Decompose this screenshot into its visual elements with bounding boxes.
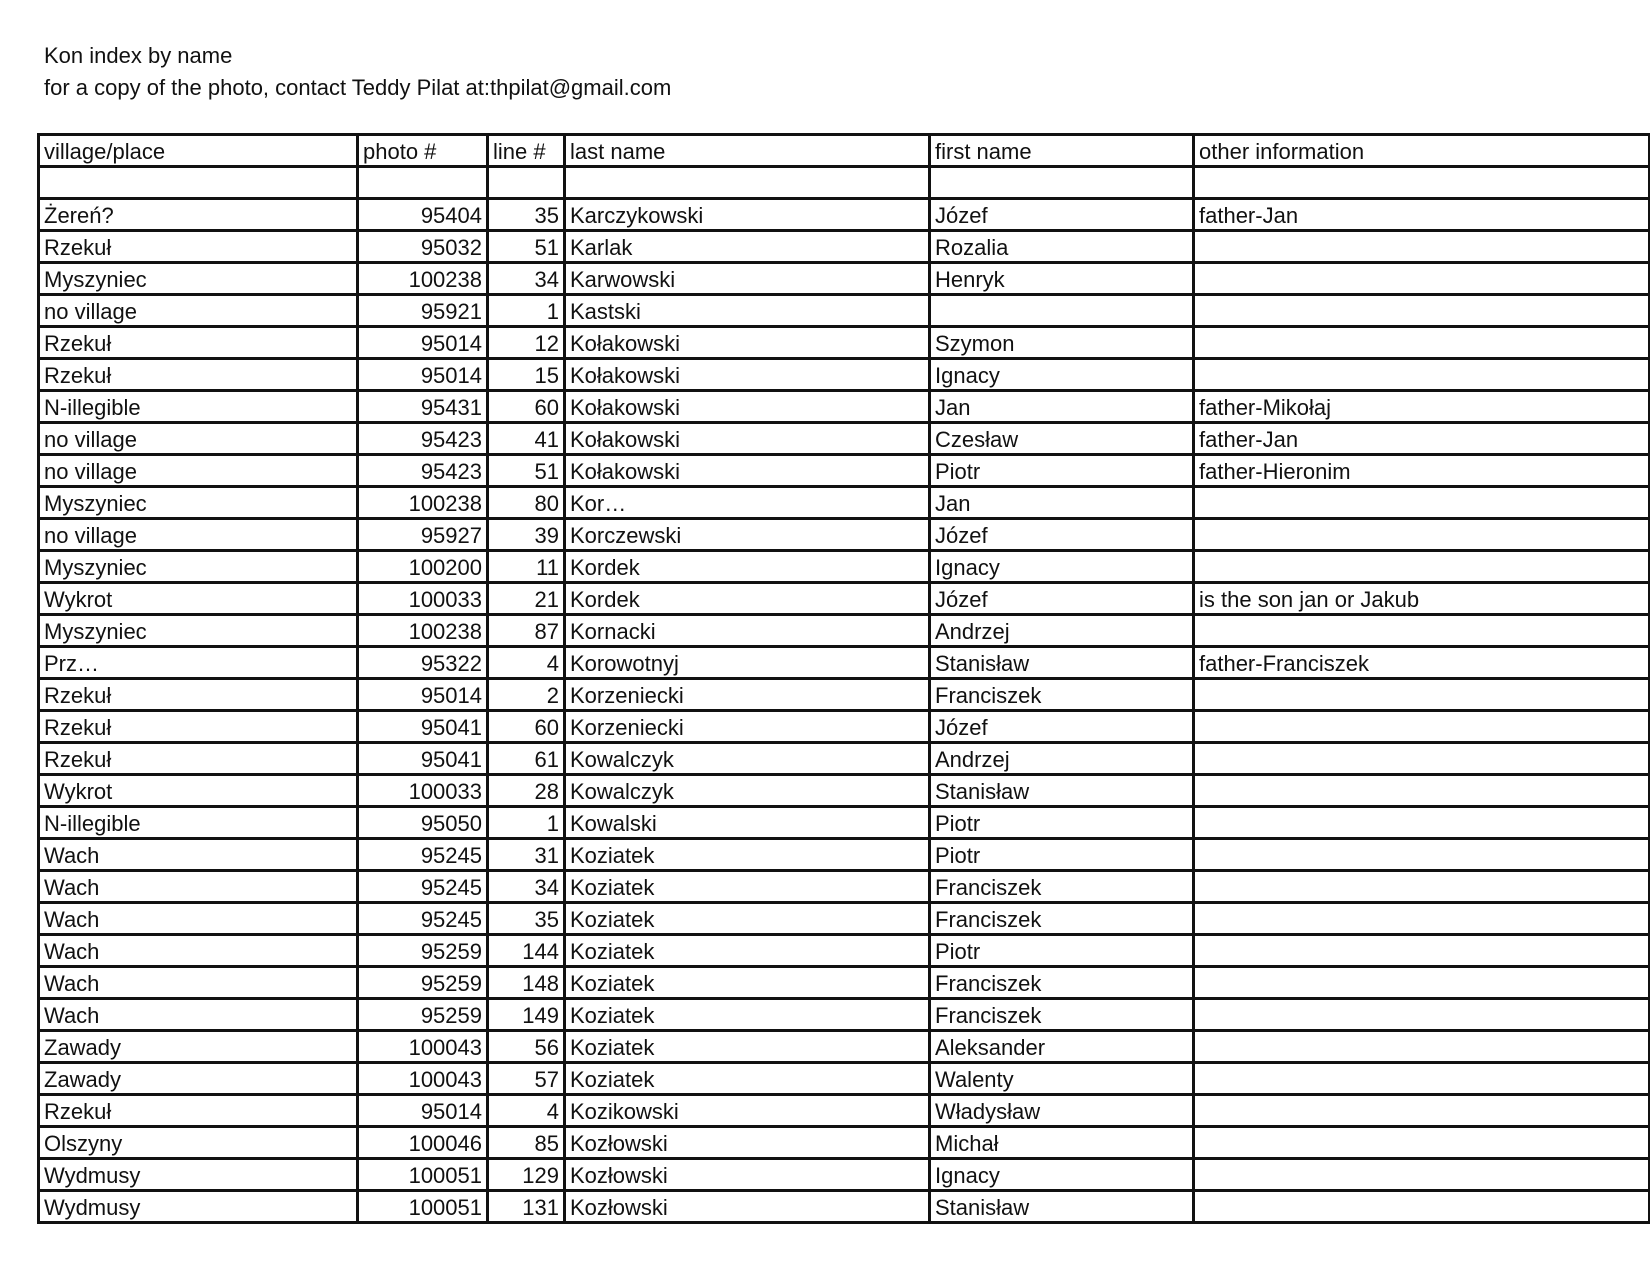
- cell-village: Myszyniec: [39, 263, 358, 295]
- cell-photo-number: 95259: [358, 999, 488, 1031]
- cell-last-name: Kastski: [565, 295, 930, 327]
- cell-line-number: 4: [488, 647, 565, 679]
- cell-last-name: Korowotnyj: [565, 647, 930, 679]
- table-row: [39, 1095, 1650, 1127]
- blank-spacer-row: [39, 167, 1650, 199]
- cell-last-name: Kowalczyk: [565, 743, 930, 775]
- cell-line-number: 2: [488, 679, 565, 711]
- table-row: [39, 711, 1650, 743]
- cell-line-number: 57: [488, 1063, 565, 1095]
- cell-other-info: [1194, 519, 1650, 551]
- cell-first-name: Józef: [930, 199, 1194, 231]
- cell-first-name: Czesław: [930, 423, 1194, 455]
- cell-photo-number: 100238: [358, 263, 488, 295]
- cell-first-name: Ignacy: [930, 359, 1194, 391]
- cell-other-info: [1194, 327, 1650, 359]
- cell-other-info: [1194, 871, 1650, 903]
- cell-village: Myszyniec: [39, 487, 358, 519]
- blank-cell: [39, 167, 358, 199]
- cell-village: Rzekuł: [39, 327, 358, 359]
- cell-first-name: Władysław: [930, 1095, 1194, 1127]
- cell-first-name: Franciszek: [930, 999, 1194, 1031]
- cell-last-name: Koziatek: [565, 999, 930, 1031]
- cell-other-info: [1194, 1191, 1650, 1223]
- cell-first-name: Henryk: [930, 263, 1194, 295]
- cell-first-name: Józef: [930, 711, 1194, 743]
- cell-other-info: [1194, 1063, 1650, 1095]
- cell-village: Rzekuł: [39, 711, 358, 743]
- column-header-line: line #: [488, 135, 565, 167]
- cell-other-info: father-Franciszek: [1194, 647, 1650, 679]
- cell-last-name: Koziatek: [565, 967, 930, 999]
- cell-line-number: 61: [488, 743, 565, 775]
- cell-line-number: 1: [488, 295, 565, 327]
- column-header-first-name: first name: [930, 135, 1194, 167]
- cell-photo-number: 95423: [358, 455, 488, 487]
- cell-village: Wykrot: [39, 775, 358, 807]
- cell-photo-number: 95423: [358, 423, 488, 455]
- cell-village: Myszyniec: [39, 615, 358, 647]
- table-row: [39, 743, 1650, 775]
- cell-photo-number: 100033: [358, 583, 488, 615]
- cell-first-name: Piotr: [930, 807, 1194, 839]
- table-row: [39, 903, 1650, 935]
- cell-village: no village: [39, 295, 358, 327]
- cell-last-name: Kordek: [565, 583, 930, 615]
- cell-photo-number: 95322: [358, 647, 488, 679]
- table-row: [39, 1127, 1650, 1159]
- cell-photo-number: 95259: [358, 935, 488, 967]
- table-row: [39, 807, 1650, 839]
- cell-last-name: Korczewski: [565, 519, 930, 551]
- cell-other-info: [1194, 1159, 1650, 1191]
- cell-line-number: 35: [488, 903, 565, 935]
- cell-other-info: [1194, 839, 1650, 871]
- cell-other-info: [1194, 551, 1650, 583]
- cell-last-name: Koziatek: [565, 871, 930, 903]
- cell-first-name: Michał: [930, 1127, 1194, 1159]
- cell-photo-number: 100046: [358, 1127, 488, 1159]
- table-row: [39, 487, 1650, 519]
- table-row: [39, 455, 1650, 487]
- column-header-village: village/place: [39, 135, 358, 167]
- cell-first-name: Walenty: [930, 1063, 1194, 1095]
- cell-photo-number: 95032: [358, 231, 488, 263]
- cell-village: Rzekuł: [39, 679, 358, 711]
- cell-last-name: Karwowski: [565, 263, 930, 295]
- cell-first-name: Franciszek: [930, 871, 1194, 903]
- cell-line-number: 21: [488, 583, 565, 615]
- table-row: [39, 551, 1650, 583]
- cell-photo-number: 100238: [358, 615, 488, 647]
- table-row: [39, 359, 1650, 391]
- cell-village: no village: [39, 455, 358, 487]
- cell-first-name: Ignacy: [930, 1159, 1194, 1191]
- cell-other-info: [1194, 295, 1650, 327]
- cell-line-number: 56: [488, 1031, 565, 1063]
- cell-line-number: 12: [488, 327, 565, 359]
- cell-line-number: 80: [488, 487, 565, 519]
- table-row: [39, 1159, 1650, 1191]
- cell-photo-number: 100043: [358, 1031, 488, 1063]
- cell-other-info: [1194, 935, 1650, 967]
- blank-cell: [358, 167, 488, 199]
- table-row: [39, 327, 1650, 359]
- cell-last-name: Kołakowski: [565, 391, 930, 423]
- cell-other-info: [1194, 263, 1650, 295]
- cell-line-number: 51: [488, 455, 565, 487]
- cell-village: Rzekuł: [39, 743, 358, 775]
- cell-last-name: Kowalczyk: [565, 775, 930, 807]
- cell-first-name: [930, 295, 1194, 327]
- cell-last-name: Kornacki: [565, 615, 930, 647]
- table-row: [39, 679, 1650, 711]
- cell-photo-number: 95921: [358, 295, 488, 327]
- cell-first-name: Franciszek: [930, 903, 1194, 935]
- cell-line-number: 148: [488, 967, 565, 999]
- table-row: [39, 519, 1650, 551]
- cell-first-name: Stanisław: [930, 775, 1194, 807]
- cell-village: N-illegible: [39, 807, 358, 839]
- cell-photo-number: 100200: [358, 551, 488, 583]
- cell-last-name: Kor…: [565, 487, 930, 519]
- cell-village: Żereń?: [39, 199, 358, 231]
- cell-line-number: 85: [488, 1127, 565, 1159]
- cell-line-number: 41: [488, 423, 565, 455]
- column-header-other-info: other information: [1194, 135, 1650, 167]
- cell-photo-number: 95050: [358, 807, 488, 839]
- cell-line-number: 34: [488, 871, 565, 903]
- cell-first-name: Franciszek: [930, 679, 1194, 711]
- cell-last-name: Kozłowski: [565, 1127, 930, 1159]
- cell-other-info: father-Jan: [1194, 423, 1650, 455]
- table-row: [39, 615, 1650, 647]
- cell-village: Wykrot: [39, 583, 358, 615]
- cell-village: Rzekuł: [39, 359, 358, 391]
- cell-first-name: Stanisław: [930, 1191, 1194, 1223]
- cell-last-name: Kołakowski: [565, 359, 930, 391]
- cell-line-number: 1: [488, 807, 565, 839]
- cell-other-info: father-Hieronim: [1194, 455, 1650, 487]
- cell-first-name: Andrzej: [930, 743, 1194, 775]
- cell-other-info: [1194, 1031, 1650, 1063]
- cell-line-number: 35: [488, 199, 565, 231]
- table-row: [39, 391, 1650, 423]
- cell-last-name: Karlak: [565, 231, 930, 263]
- cell-photo-number: 95404: [358, 199, 488, 231]
- document-header: [44, 40, 671, 104]
- cell-first-name: Rozalia: [930, 231, 1194, 263]
- cell-line-number: 15: [488, 359, 565, 391]
- cell-village: Wydmusy: [39, 1159, 358, 1191]
- cell-line-number: 51: [488, 231, 565, 263]
- cell-last-name: Kordek: [565, 551, 930, 583]
- cell-photo-number: 95245: [358, 903, 488, 935]
- cell-other-info: [1194, 711, 1650, 743]
- cell-village: Myszyniec: [39, 551, 358, 583]
- cell-photo-number: 95014: [358, 327, 488, 359]
- table-row: [39, 775, 1650, 807]
- cell-village: Wach: [39, 871, 358, 903]
- cell-other-info: [1194, 231, 1650, 263]
- cell-last-name: Kozłowski: [565, 1159, 930, 1191]
- cell-first-name: Jan: [930, 487, 1194, 519]
- contact-line: for a copy of the photo, contact Teddy Pilat at:thpilat@gmail.com: [44, 75, 672, 100]
- cell-other-info: [1194, 1095, 1650, 1127]
- table-row: [39, 839, 1650, 871]
- cell-other-info: [1194, 679, 1650, 711]
- cell-village: N-illegible: [39, 391, 358, 423]
- cell-other-info: father-Jan: [1194, 199, 1650, 231]
- cell-line-number: 60: [488, 711, 565, 743]
- cell-last-name: Kozłowski: [565, 1191, 930, 1223]
- cell-other-info: father-Mikołaj: [1194, 391, 1650, 423]
- cell-other-info: [1194, 999, 1650, 1031]
- table-row: [39, 1031, 1650, 1063]
- cell-line-number: 87: [488, 615, 565, 647]
- cell-village: Wach: [39, 903, 358, 935]
- cell-first-name: Józef: [930, 519, 1194, 551]
- cell-line-number: 34: [488, 263, 565, 295]
- cell-line-number: 39: [488, 519, 565, 551]
- cell-line-number: 149: [488, 999, 565, 1031]
- cell-first-name: Aleksander: [930, 1031, 1194, 1063]
- table-header-row: [39, 135, 1650, 167]
- cell-last-name: Koziatek: [565, 1031, 930, 1063]
- cell-other-info: [1194, 807, 1650, 839]
- cell-photo-number: 100043: [358, 1063, 488, 1095]
- table-row: [39, 935, 1650, 967]
- document-title: Kon index by name: [44, 43, 233, 68]
- cell-first-name: Jan: [930, 391, 1194, 423]
- cell-other-info: [1194, 487, 1650, 519]
- cell-other-info: is the son jan or Jakub: [1194, 583, 1650, 615]
- cell-last-name: Karczykowski: [565, 199, 930, 231]
- cell-other-info: [1194, 967, 1650, 999]
- blank-cell: [488, 167, 565, 199]
- name-index-table: [37, 133, 1650, 1224]
- cell-last-name: Koziatek: [565, 903, 930, 935]
- cell-village: Zawady: [39, 1063, 358, 1095]
- cell-first-name: Józef: [930, 583, 1194, 615]
- cell-first-name: Andrzej: [930, 615, 1194, 647]
- cell-photo-number: 100238: [358, 487, 488, 519]
- cell-village: Olszyny: [39, 1127, 358, 1159]
- cell-other-info: [1194, 1127, 1650, 1159]
- cell-photo-number: 95927: [358, 519, 488, 551]
- cell-line-number: 28: [488, 775, 565, 807]
- cell-first-name: Stanisław: [930, 647, 1194, 679]
- cell-photo-number: 95259: [358, 967, 488, 999]
- cell-line-number: 129: [488, 1159, 565, 1191]
- cell-line-number: 131: [488, 1191, 565, 1223]
- cell-photo-number: 95245: [358, 839, 488, 871]
- cell-last-name: Kowalski: [565, 807, 930, 839]
- cell-photo-number: 95245: [358, 871, 488, 903]
- cell-village: Rzekuł: [39, 1095, 358, 1127]
- cell-photo-number: 95041: [358, 743, 488, 775]
- table-row: [39, 263, 1650, 295]
- cell-village: Wach: [39, 839, 358, 871]
- cell-last-name: Kołakowski: [565, 423, 930, 455]
- table-row: [39, 583, 1650, 615]
- table-row: [39, 967, 1650, 999]
- cell-photo-number: 95041: [358, 711, 488, 743]
- cell-line-number: 4: [488, 1095, 565, 1127]
- cell-last-name: Koziatek: [565, 839, 930, 871]
- cell-last-name: Kołakowski: [565, 455, 930, 487]
- cell-first-name: Piotr: [930, 839, 1194, 871]
- column-header-last-name: last name: [565, 135, 930, 167]
- cell-line-number: 11: [488, 551, 565, 583]
- cell-line-number: 31: [488, 839, 565, 871]
- cell-first-name: Piotr: [930, 455, 1194, 487]
- cell-first-name: Szymon: [930, 327, 1194, 359]
- column-header-photo: photo #: [358, 135, 488, 167]
- cell-other-info: [1194, 903, 1650, 935]
- blank-cell: [930, 167, 1194, 199]
- table-row: [39, 647, 1650, 679]
- cell-last-name: Koziatek: [565, 935, 930, 967]
- cell-last-name: Korzeniecki: [565, 679, 930, 711]
- cell-village: Wydmusy: [39, 1191, 358, 1223]
- cell-village: Wach: [39, 935, 358, 967]
- cell-line-number: 60: [488, 391, 565, 423]
- cell-last-name: Kołakowski: [565, 327, 930, 359]
- cell-photo-number: 100051: [358, 1191, 488, 1223]
- cell-line-number: 144: [488, 935, 565, 967]
- cell-other-info: [1194, 615, 1650, 647]
- cell-first-name: Piotr: [930, 935, 1194, 967]
- cell-photo-number: 95014: [358, 679, 488, 711]
- cell-other-info: [1194, 359, 1650, 391]
- cell-first-name: Franciszek: [930, 967, 1194, 999]
- cell-photo-number: 95014: [358, 359, 488, 391]
- table-row: [39, 1191, 1650, 1223]
- table-body: [39, 199, 1650, 1223]
- cell-village: Rzekuł: [39, 231, 358, 263]
- table-row: [39, 871, 1650, 903]
- cell-village: Zawady: [39, 1031, 358, 1063]
- cell-last-name: Kozikowski: [565, 1095, 930, 1127]
- table-row: [39, 1063, 1650, 1095]
- cell-last-name: Korzeniecki: [565, 711, 930, 743]
- cell-last-name: Koziatek: [565, 1063, 930, 1095]
- cell-other-info: [1194, 743, 1650, 775]
- cell-photo-number: 100051: [358, 1159, 488, 1191]
- cell-other-info: [1194, 775, 1650, 807]
- table-row: [39, 295, 1650, 327]
- cell-village: Wach: [39, 999, 358, 1031]
- cell-village: Wach: [39, 967, 358, 999]
- cell-photo-number: 95431: [358, 391, 488, 423]
- table-row: [39, 423, 1650, 455]
- cell-village: no village: [39, 519, 358, 551]
- cell-photo-number: 100033: [358, 775, 488, 807]
- table-row: [39, 231, 1650, 263]
- cell-photo-number: 95014: [358, 1095, 488, 1127]
- blank-cell: [565, 167, 930, 199]
- cell-village: Prz…: [39, 647, 358, 679]
- cell-village: no village: [39, 423, 358, 455]
- table-row: [39, 199, 1650, 231]
- cell-first-name: Ignacy: [930, 551, 1194, 583]
- table-row: [39, 999, 1650, 1031]
- blank-cell: [1194, 167, 1650, 199]
